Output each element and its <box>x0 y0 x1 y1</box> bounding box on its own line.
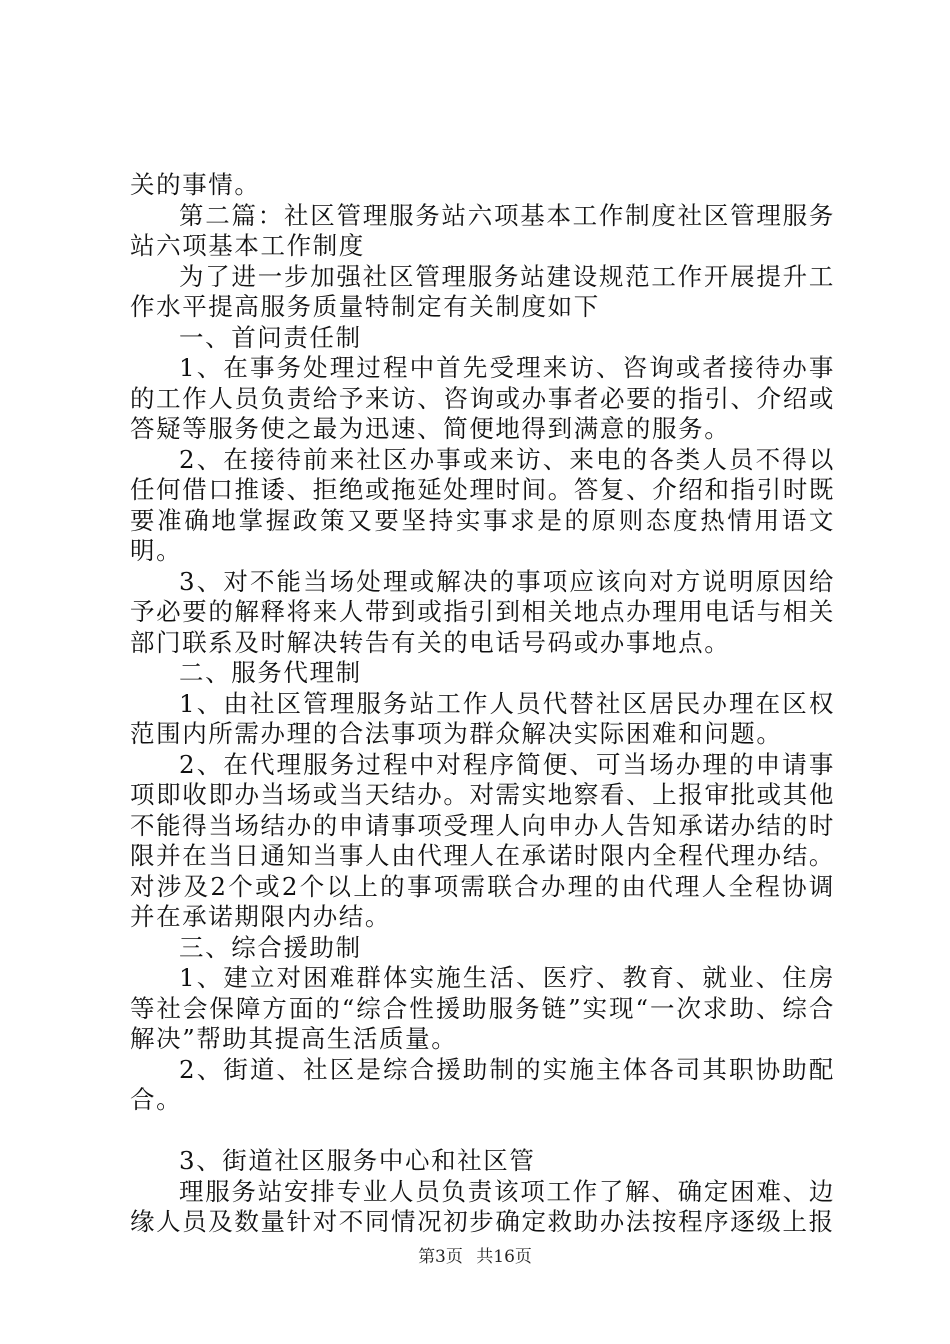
page-number: 第3页 <box>418 1247 463 1267</box>
paragraph: 1、建立对困难群体实施生活、医疗、教育、就业、住房等社会保障方面的“综合性援助服务链”实现“一次求助、综合解决”帮助其提高生活质量。 <box>130 963 835 1053</box>
document-body <box>130 170 835 1238</box>
paragraph: 3、街道社区服务中心和社区管 <box>179 1146 536 1175</box>
section-heading: 二、服务代理制 <box>179 658 362 687</box>
paragraph: 1、在事务处理过程中首先受理来访、咨询或者接待办事的工作人员负责给予来访、咨询或办事者必要的指引、介绍或答疑等服务使之最为迅速、简便地得到满意的服务。 <box>130 353 835 443</box>
section-heading: 一、首问责任制 <box>179 322 362 352</box>
paragraph: 2、街道、社区是综合援助制的实施主体各司其职协助配合。 <box>130 1054 835 1114</box>
page-total: 共16页 <box>476 1247 532 1267</box>
paragraph: 关的事情。 <box>130 170 261 199</box>
paragraph: 理服务站安排专业人员负责该项工作了解、确定困难、边缘人员及数量针对不同情况初步确定救助办法按程序逐级上报 <box>130 1176 835 1236</box>
paragraph: 为了进一步加强社区管理服务站建设规范工作开展提升工作水平提高服务质量特制定有关制度如下 <box>130 261 835 321</box>
paragraph: 3、对不能当场处理或解决的事项应该向对方说明原因给予必要的解释将来人带到或指引到相关地点办理用电话与相关部门联系及时解决转告有关的电话号码或办事地点。 <box>130 566 835 657</box>
section-heading: 三、综合援助制 <box>179 932 362 962</box>
section-heading: 第二篇：社区管理服务站六项基本工作制度社区管理服务站六项基本工作制度 <box>130 200 835 260</box>
paragraph: 1、由社区管理服务站工作人员代替社区居民办理在区权范围内所需办理的合法事项为群众解决实际困难和问题。 <box>130 688 835 748</box>
page-footer <box>0 1242 950 1267</box>
paragraph: 2、在代理服务过程中对程序简便、可当场办理的申请事项即收即办当场或当天结办。对需实地察看、上报审批或其他不能得当场结办的申请事项受理人向申办人告知承诺办结的时限并在当日通知当事人由代理人在承诺时限内全程代理办结。对涉及2个或2个以上的事项需联合办理的由代理人全程协调并在承诺期限内办结。 <box>130 749 835 931</box>
paragraph: 2、在接待前来社区办事或来访、来电的各类人员不得以任何借口推诿、拒绝或拖延处理时间。答复、介绍和指引时既要准确地掌握政策又要坚持实事求是的原则态度热情用语文明。 <box>130 444 835 565</box>
